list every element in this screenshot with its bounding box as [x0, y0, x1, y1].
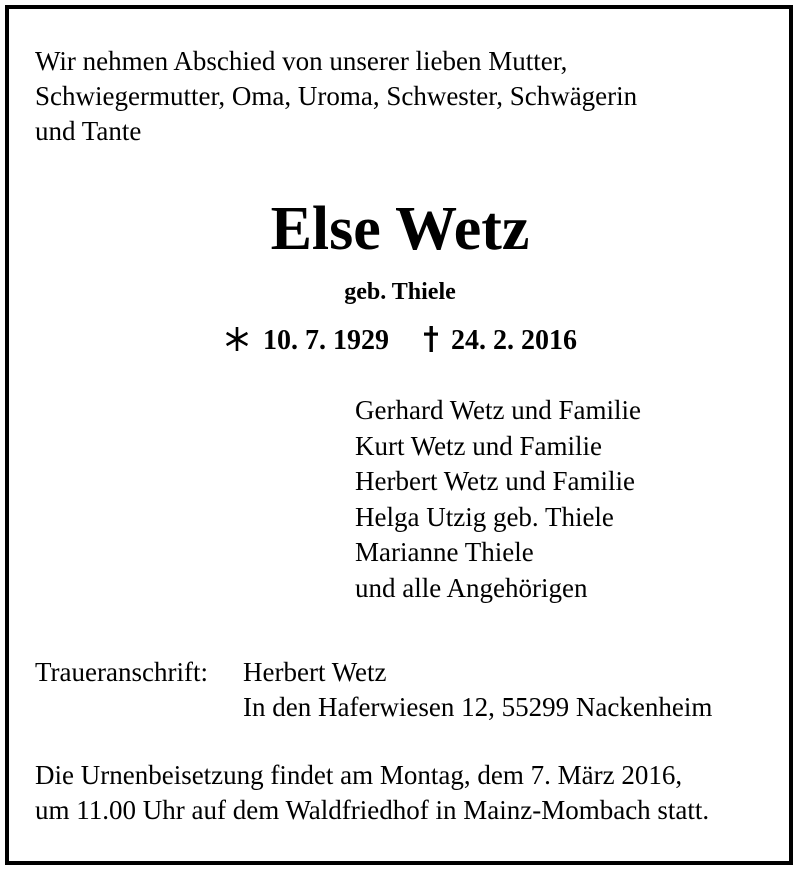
burial-info: Die Urnenbeisetzung findet am Montag, dem 7. März 2016, um 11.00 Uhr auf dem Waldfriedhof in Mainz-Mombach statt. [35, 760, 710, 825]
mourner-item: Helga Utzig geb. Thiele [355, 501, 614, 532]
address-street: In den Haferwiesen 12, 55299 Nackenheim [243, 692, 713, 722]
address-name: Herbert Wetz [243, 657, 387, 687]
maiden-name: geb. Thiele [344, 279, 456, 305]
life-dates [0, 322, 800, 358]
address-label: Traueranschrift: [35, 657, 208, 687]
mourner-item: Kurt Wetz und Familie [355, 430, 603, 461]
death-date: 24. 2. 2016 [451, 324, 577, 356]
mourner-item: und alle Angehörigen [355, 572, 588, 603]
star-icon [223, 325, 251, 353]
mourners-list [355, 393, 641, 606]
cross-icon [423, 326, 439, 352]
mourner-item: Gerhard Wetz und Familie [355, 395, 641, 425]
birth-date: 10. 7. 1929 [263, 324, 389, 356]
intro-text: Wir nehmen Abschied von unserer lieben Mutter, Schwiegermutter, Oma, Uroma, Schwester, Schwägerin und Tante [35, 46, 638, 146]
mourner-item: Herbert Wetz und Familie [355, 466, 635, 496]
mourner-item: Marianne Thiele [355, 537, 534, 567]
deceased-name: Else Wetz [270, 195, 530, 263]
